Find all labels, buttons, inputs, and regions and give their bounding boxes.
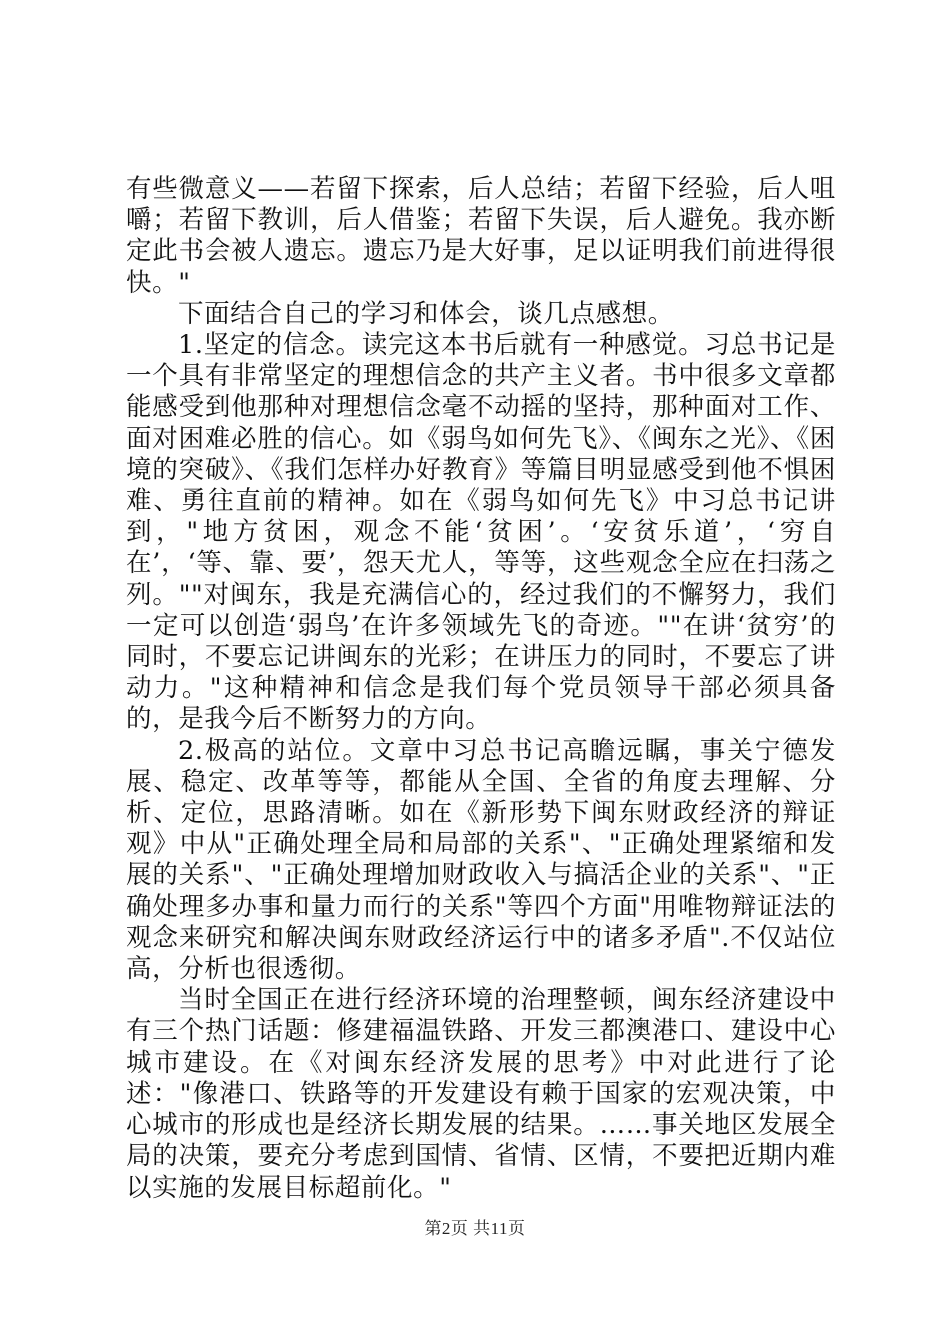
page-number-footer: 第2页 共11页	[424, 1219, 526, 1238]
paragraph-context: 当时全国正在进行经济环境的治理整顿，闽东经济建设中有三个热门话题：修建福温铁路、开发三都澳港口、建设中心城市建设。在《对闽东经济发展的思考》中对此进行了论述："像港口、铁路等的开发建设有赖于国家的宏观决策，中心城市的形成也是经济长期发展的结果。……事关地区发展全局的决策，要充分考虑到国情、省情、区情，不要把近期内难以实施的发展目标超前化。"	[126, 985, 836, 1203]
paragraph-intro: 下面结合自己的学习和体会，谈几点感想。	[178, 298, 674, 329]
paragraph-continuation: 有些微意义——若留下探索，后人总结；若留下经验，后人咀嚼；若留下教训，后人借鉴；若留下失误，后人避免。我亦断定此书会被人遗忘。遗忘乃是大好事，足以证明我们前进得很快。"	[126, 174, 836, 298]
paragraph-point-2: 2.极高的站位。文章中习总书记高瞻远瞩，事关宁德发展、稳定、改革等等，都能从全国、全省的角度去理解、分析、定位，思路清晰。如在《新形势下闽东财政经济的辩证观》中从"正确处理全局和局部的关系"、"正确处理紧缩和发展的关系"、"正确处理增加财政收入与搞活企业的关系"、"正确处理多办事和量力而行的关系"等四个方面"用唯物辩证法的观念来研究和解决闽东财政经济运行中的诸多矛盾".不仅站位高，分析也很透彻。	[126, 735, 836, 985]
document-body	[126, 174, 836, 1204]
paragraph-point-1: 1.坚定的信念。读完这本书后就有一种感觉。习总书记是一个具有非常坚定的理想信念的共产主义者。书中很多文章都能感受到他那种对理想信念毫不动摇的坚持，那种面对工作、面对困难必胜的信心。如《弱鸟如何先飞》、《闽东之光》、《困境的突破》、《我们怎样办好教育》等篇目明显感受到他不惧困难、勇往直前的精神。如在《弱鸟如何先飞》中习总书记讲到，"地方贫困，观念不能‘贫困’。‘安贫乐道’，‘穷自在’，‘等、靠、要’，怨天尤人，等等，这些观念全应在扫荡之列。""对闽东，我是充满信心的，经过我们的不懈努力，我们一定可以创造‘弱鸟’在许多领域先飞的奇迹。""在讲‘贫穷’的同时，不要忘记讲闽东的光彩；在讲压力的同时，不要忘了讲动力。"这种精神和信念是我们每个党员领导干部必须具备的，是我今后不断努力的方向。	[126, 330, 836, 735]
